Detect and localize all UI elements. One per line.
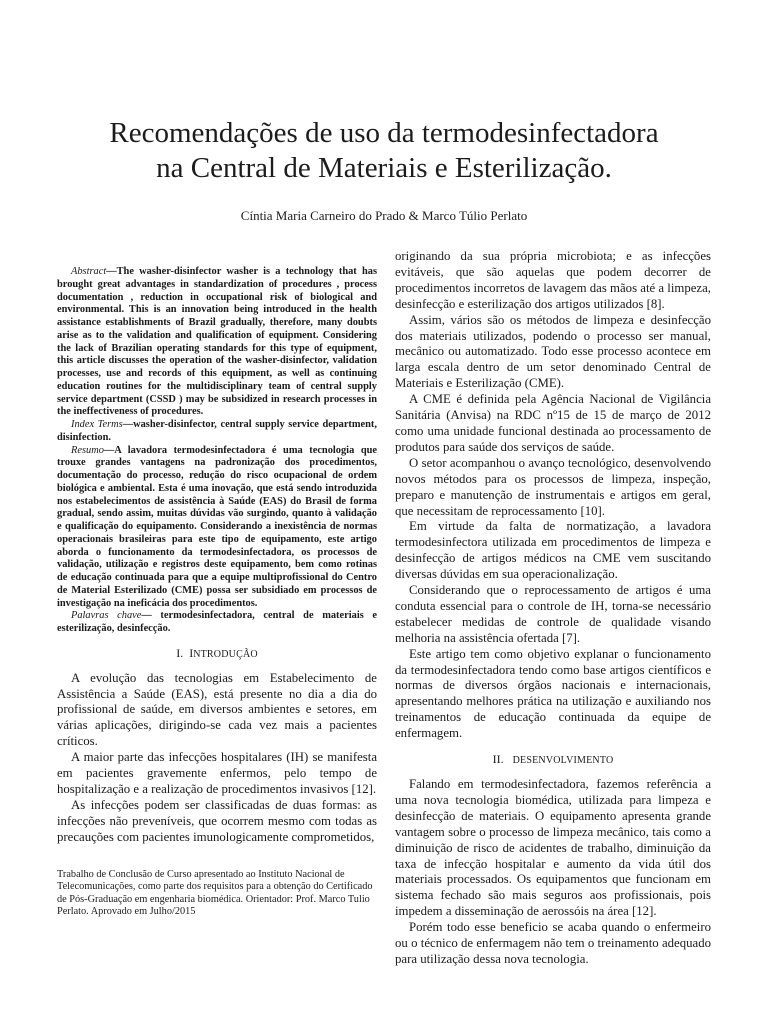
paragraph: A maior parte das infecções hospitalares (IH) se manifesta em pacientes gravemente enfermos, pelo tempo de hospitalização e a realização de procedimentos invasivos [12]. (57, 750, 377, 796)
resumo-text: —A lavadora termodesinfectadora é uma tecnologia que trouxe grandes vantagens na padronização dos procedimentos, documentação do processo, redução do risco ocupacional de ordem biológica e ambiental. Esta é uma inovação, que está sendo introduzida nos estabelecimentos de assistência à Saúde (EAS) do Brasil de forma gradual, sendo assim, muitas dúvidas vão surgindo, quanto à validação e qualificação do equipamento. Considerando a inexistência de normas operacionais brasileiras para este tipo de equipamento, este artigo aborda o funcionamento da termodesinfectadora, os processos de validação, utilização e registros deste equipamento, bem como rotinas de educação continuada para que a equipe multiprofissional do Centro de Material Esterilizado (CME) possa ser subsidiado em processos de investigação na ineficácia dos procedimentos. (57, 444, 377, 609)
paragraph: O setor acompanhou o avanço tecnológico, desenvolvendo novos métodos para os processos de limpeza, inspeção, preparo e manutenção de instrumentais e artigos em geral, que necessitam de reprocessamento [10]. (395, 455, 711, 518)
index-terms (57, 419, 377, 445)
footnote: Trabalho de Conclusão de Curso apresentado ao Instituto Nacional de Telecomunicações, como parte dos requisitos para a obtenção do Certificado de Pós-Graduação em engenharia biomédica. Orientador: Prof. Marco Tulio Perlato. Aprovado em Julho/2015 (57, 869, 373, 918)
section-title-initial: I (189, 645, 194, 660)
palavras-chave-text: — termodesinfectadora, central de materiais e esterilização, desinfecção. (57, 610, 377, 634)
paragraph: Falando em termodesinfectadora, fazemos referência a uma nova tecnologia biomédica, utilizada para limpeza e desinfecção de materiais. O equipamento apresenta grande vantagem sobre o processo de limpeza mecânico, tais como a diminuição de risco de acidentes de trabalho, diminuição da taxa de infecção hospitalar e aumento da vida útil dos materiais processados. Os equipamentos que funcionam em sistema fechado são mais seguros aos profissionais, pois impedem a disseminação de aerossóis na área [12]. (395, 777, 711, 919)
section-number: II. (492, 752, 504, 767)
paragraph: Este artigo tem como objetivo explanar o funcionamento da termodesinfectadora tendo como base artigos científicos e normas de diversos órgãos nacionais e internacionais, apresentando melhores prática na utilização e auxiliando nos treinamentos de educação continuada da equipe de enfermagem. (395, 646, 711, 741)
paragraph-continuation: originando da sua própria microbiota; e as infecções evitáveis, que são aquelas que podem decorrer de procedimentos incorretos de lavagem das mãos até a limpeza, desinfecção e esterilização dos artigos utilizados [8]. (395, 249, 711, 311)
paragraph: Considerando que o reprocessamento de artigos é uma conduta essencial para o controle de IH, torna-se necessário estabelecer medidas de controle de qualidade visando melhoria na assistência ofertada [7]. (395, 583, 711, 645)
index-terms-label: Index Terms (71, 419, 123, 430)
paper-title (40, 116, 728, 186)
paragraph: A evolução das tecnologias em Estabelecimento de Assistência a Saúde (EAS), está presente no dia a dia do profissional de saúde, em diversos ambientes e setores, em várias aplicações, dirigindo-se cada vez mais a pacientes críticos. (57, 670, 377, 749)
title-line-1: Recomendações de uso da termodesinfectadora (109, 117, 659, 149)
authors: Cíntia Maria Carneiro do Prado & Marco Túlio Perlato (240, 208, 528, 223)
palavras-chave-label: Palavras chave (71, 610, 142, 622)
abstract-block (57, 266, 377, 636)
right-column (395, 249, 711, 968)
section-title-rest: NTRODUÇÃO (193, 648, 258, 660)
section-heading-introducao (57, 646, 377, 663)
abstract-label: Abstract (71, 266, 107, 277)
abstract-text: —The washer-disinfector washer is a technology that has brought great advantages in standardization of procedures , process documentation , reduction in occupational risk of biological and environmental. This is an innovation being introduced in the health assistance establishments of Brazil gradually, therefore, many doubts arise as to the validation and qualification of equipment. Considering the lack of Brazilian operating standards for this type of equipment, this article discusses the operation of the washer-disinfector, validation processes, use and records of this equipment, as well as continuing education routines for the multidisciplinary team of central supply service department (CSSD ) may be subsidized in research processes in the ineffectiveness of procedures. (57, 266, 377, 418)
section-title: DESENVOLVIMENTO (512, 755, 614, 767)
section-number: I. (176, 645, 184, 660)
section-heading-desenvolvimento (395, 752, 711, 769)
title-line-2: na Central de Materiais e Esterilização. (156, 152, 612, 184)
left-column (57, 266, 377, 846)
palavras-chave (57, 610, 377, 636)
resumo (57, 445, 377, 611)
resumo-label: Resumo (71, 444, 104, 456)
paragraph: A CME é definida pela Agência Nacional de Vigilância Sanitária (Anvisa) na RDC nº15 de 15 de março de 2012 como uma unidade funcional destinada ao processamento de produtos para saúde dos serviços de saúde. (395, 392, 711, 454)
paragraph: Porém todo esse beneficio se acaba quando o enfermeiro ou o técnico de enfermagem não tem o treinamento adequado para utilização dessa nova tecnologia. (395, 920, 711, 966)
abstract (57, 266, 377, 419)
introducao-body (57, 671, 377, 846)
paragraph: Assim, vários são os métodos de limpeza e desinfecção dos materiais utilizados, podendo o processo ser manual, mecânico ou automatizado. Todo esse processo acontece em larga escala dentro de um setor denominado Central de Materiais e Esterilização (CME). (395, 312, 711, 391)
paragraph: Em virtude da falta de normatização, a lavadora termodesinfectora utilizada em procedimentos de limpeza e desinfecção de artigos médicos na CME vem suscitando diversas dúvidas em sua operacionalização. (395, 519, 711, 582)
index-terms-text: —washer-disinfector, central supply service department, disinfection. (57, 419, 377, 443)
paragraph: As infecções podem ser classificadas de duas formas: as infecções não preveníveis, que ocorrem mesmo com todas as precauções com pacientes imunologicamente comprometidos, (57, 797, 377, 844)
